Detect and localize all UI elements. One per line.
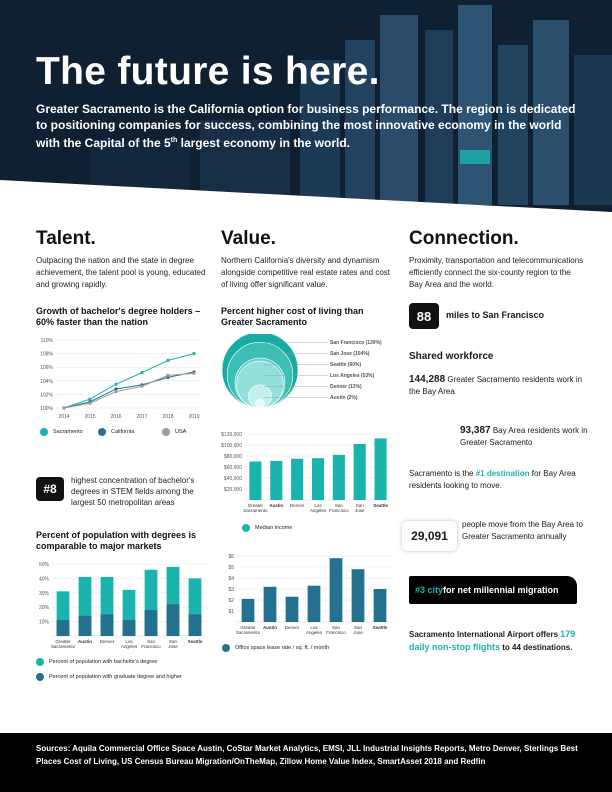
category-label: San: [168, 639, 178, 644]
legend-usa: USA: [162, 428, 186, 436]
hero-title: The future is here.: [36, 50, 380, 93]
x-tick-label: 2017: [136, 414, 148, 420]
bar: [145, 610, 158, 636]
growth-chart-title: Growth of bachelor's degree holders – 60% faster than the nation: [36, 306, 201, 327]
data-point: [192, 372, 195, 375]
destination-stat: Sacramento is the #1 destination for Bay Area residents looking to move.: [409, 469, 576, 490]
y-tick-label: $6: [228, 554, 234, 560]
data-point: [62, 406, 65, 409]
bar: [374, 589, 387, 622]
cost-bubble-chart: [220, 334, 400, 412]
bar: [249, 462, 261, 501]
degrees-bar-chart: [30, 558, 210, 653]
blue-dot-icon: [222, 644, 230, 652]
miles-text: miles to San Francisco: [446, 310, 545, 320]
y-tick-label: $100,000: [221, 443, 242, 449]
data-point: [114, 387, 117, 390]
bar: [330, 558, 343, 622]
category-label: Seattle: [372, 625, 388, 630]
y-tick-label: 20%: [38, 605, 49, 612]
data-point: [166, 374, 169, 377]
category-label: Los: [310, 625, 318, 630]
legend-california: California: [98, 428, 134, 436]
income-bar-chart: [215, 428, 395, 520]
y-tick-label: 106%: [40, 365, 53, 372]
category-label: Denver: [284, 625, 300, 630]
category-label: Austin: [78, 639, 92, 644]
category-label: Angeles: [305, 630, 323, 635]
bar: [291, 459, 303, 500]
cost-label: Austin (2%): [330, 395, 358, 401]
bar: [333, 455, 345, 500]
category-label: Los: [125, 639, 133, 644]
sources-text: Sources: Aquila Commercial Office Space Austin, CoStar Market Analytics, EMSI, JLL Industrial Insights Reports, Metro Denver, Sterlings Best Places Cost of Living, US Census Bureau Migration/OnTheMap, Zillow Home Value Index, SmartAsset 2018 and Redfin: [36, 744, 578, 766]
y-tick-label: 50%: [38, 562, 49, 568]
move-text: people move from the Bay Area to Greater Sacramento annually: [462, 520, 583, 541]
category-label: Jose: [354, 508, 365, 513]
talent-text: Outpacing the nation and the state in degree achievement, the talent pool is young, educated and growing rapidly.: [36, 256, 206, 289]
x-tick-label: 2018: [162, 414, 174, 420]
data-point: [166, 359, 169, 362]
legend-office: Office space lease rate / sq. ft. / month: [222, 644, 329, 652]
category-label: Los: [314, 503, 322, 508]
millennial-banner: #3 city for net millennial migration: [409, 576, 577, 604]
value-title: Value.: [221, 228, 276, 249]
category-label: Austin: [269, 503, 284, 508]
cost-chart-title: Percent higher cost of living than Greater Sacramento: [221, 306, 364, 327]
bar: [312, 458, 324, 500]
value-text: Northern California's diversity and dynamism alongside competitive real estate rates and cost of living offer significant value.: [221, 256, 390, 289]
connection-text: Proximity, transportation and telecommunications efficiently connect the six-county region to the Bay Area and the world.: [409, 256, 584, 289]
blue-dot-icon: [36, 673, 44, 681]
bar: [167, 604, 180, 636]
connection-title: Connection.: [409, 228, 519, 249]
legend-graduate: Percent of population with graduate degree and higher: [36, 673, 182, 681]
data-point: [192, 352, 195, 355]
category-label: Francisco: [329, 508, 349, 513]
teal-dot-icon: [242, 524, 250, 532]
category-label: Francisco: [141, 644, 161, 649]
category-label: San: [355, 503, 364, 508]
category-label: Denver: [99, 639, 115, 644]
bay-stat: 93,387 Bay Area residents work in Greater Sacramento: [460, 425, 588, 447]
legend-income: Median income: [242, 524, 292, 532]
stem-rank-badge: #8: [36, 477, 64, 501]
category-label: San: [334, 503, 343, 508]
y-tick-label: 100%: [40, 406, 53, 412]
growth-line-chart: [30, 334, 210, 426]
y-tick-label: $80,000: [223, 454, 242, 460]
y-tick-label: 10%: [38, 619, 49, 626]
teal-dot-icon: [40, 428, 48, 436]
bar: [354, 444, 366, 500]
category-label: Greater: [247, 503, 264, 508]
y-tick-label: $120,000: [221, 432, 242, 438]
cost-label: Denver (13%): [330, 384, 362, 390]
cost-label: San Francisco (139%): [330, 340, 382, 346]
degrees-chart-title: Percent of population with degrees is comparable to major markets: [36, 530, 197, 551]
cost-bubble: [255, 399, 264, 408]
x-tick-label: 2016: [110, 414, 122, 420]
category-label: San: [353, 625, 363, 630]
category-label: Greater: [55, 639, 71, 644]
cost-label: Los Angeles (53%): [330, 373, 375, 379]
category-label: Sacramento: [235, 630, 261, 635]
category-label: Greater: [240, 625, 256, 630]
y-tick-label: 104%: [40, 378, 53, 385]
x-tick-label: 2015: [84, 414, 96, 420]
talent-title: Talent.: [36, 228, 96, 249]
move-count-badge: 29,091: [402, 521, 457, 551]
legend-sacramento: Sacramento: [40, 428, 83, 436]
category-label: Sacramento: [50, 644, 76, 649]
y-tick-label: $4: [228, 576, 234, 582]
bar: [375, 438, 387, 500]
category-label: Jose: [168, 644, 178, 649]
category-label: Angeles: [309, 508, 327, 513]
category-label: Seattle: [187, 639, 203, 644]
data-point: [114, 383, 117, 386]
bar: [242, 599, 255, 622]
data-point: [140, 385, 143, 388]
miles-badge: 88: [409, 303, 439, 329]
bar: [270, 461, 282, 500]
hero-intro: Greater Sacramento is the California option for business performance. The region is dedicated to positioning companies for success, combining the most innovative economy in the world with the Capital of the 5th largest economy in the world.: [36, 102, 576, 150]
y-tick-label: 108%: [40, 351, 53, 358]
bar: [286, 597, 299, 622]
y-tick-label: $2: [228, 598, 234, 604]
category-label: Francisco: [326, 630, 346, 635]
y-tick-label: $40,000: [223, 476, 242, 482]
sources-footer: [0, 733, 612, 792]
series-line-california: [64, 372, 194, 408]
bar: [264, 587, 277, 622]
y-tick-label: 102%: [40, 392, 53, 399]
cost-label: Seattle (60%): [330, 362, 362, 368]
airport-stat: Sacramento International Airport offers 179 daily non-stop flights to 44 destinations.: [409, 629, 576, 652]
y-tick-label: $60,000: [223, 465, 242, 471]
data-point: [140, 371, 143, 374]
data-point: [88, 402, 91, 405]
y-tick-label: $5: [228, 565, 234, 571]
cost-label: San Jose (104%): [330, 351, 370, 357]
y-tick-label: $1: [228, 609, 234, 615]
bar: [123, 620, 136, 636]
hero-banner: [0, 0, 612, 225]
teal-dot-icon: [36, 658, 44, 666]
y-tick-label: 30%: [38, 590, 49, 597]
x-tick-label: 2019: [188, 414, 200, 420]
bar: [308, 586, 321, 622]
legend-bachelor: Percent of population with bachelor's degree: [36, 658, 157, 666]
bar: [189, 614, 202, 636]
category-label: Sacramento: [243, 508, 268, 513]
blue-dot-icon: [98, 428, 106, 436]
stem-text: highest concentration of bachelor's degrees in STEM fields among the largest 50 metropolitan areas: [71, 476, 195, 507]
x-tick-label: 2014: [58, 414, 70, 420]
category-label: Denver: [289, 503, 305, 508]
category-label: Seattle: [373, 503, 388, 508]
office-bar-chart: [215, 550, 395, 642]
y-tick-label: 40%: [38, 576, 49, 583]
bar: [352, 569, 365, 622]
residents-stat: 144,288 Greater Sacramento residents work in the Bay Area: [409, 374, 583, 396]
bar: [79, 616, 92, 636]
y-tick-label: $20,000: [223, 487, 242, 493]
category-label: Austin: [263, 625, 277, 630]
y-tick-label: $3: [228, 587, 234, 593]
data-point: [114, 390, 117, 393]
hero-diagonal-cut: [0, 0, 612, 225]
category-label: San: [146, 639, 156, 644]
category-label: San: [331, 625, 341, 630]
y-tick-label: 110%: [40, 338, 53, 344]
category-label: Angeles: [120, 644, 138, 649]
shared-workforce-title: Shared workforce: [409, 351, 494, 362]
bar: [57, 620, 70, 636]
gray-dot-icon: [162, 428, 170, 436]
bar: [101, 614, 114, 636]
category-label: Jose: [353, 630, 363, 635]
